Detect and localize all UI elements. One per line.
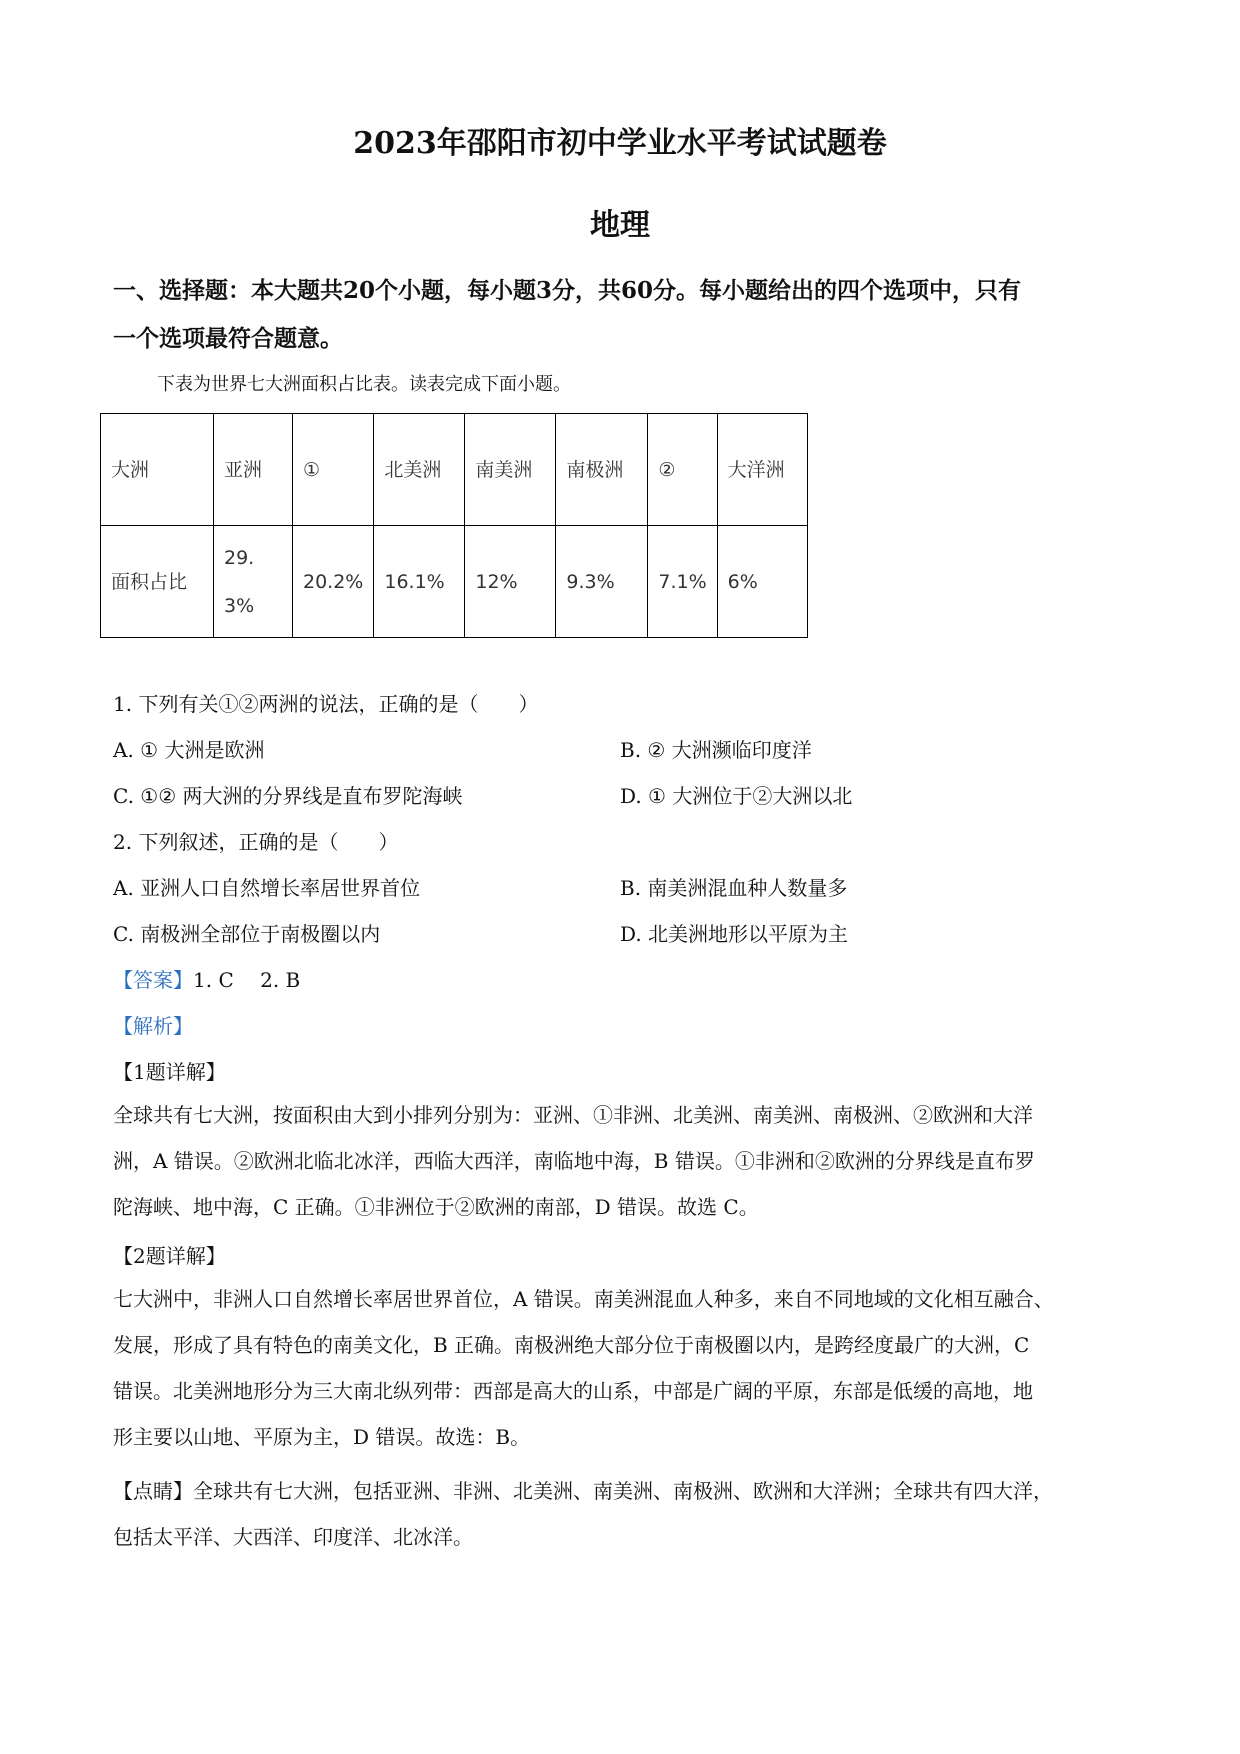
detail-1-label: 【1题详解】 (113, 1060, 226, 1084)
question-1-option-d: D. ① 大洲位于②大洲以北 (620, 784, 853, 808)
answer-line (113, 964, 300, 993)
table-cell: 6% (717, 526, 807, 638)
table-cell: 南极洲 (556, 414, 648, 526)
answer-text: 1. C 2. B (193, 968, 301, 992)
table-cell: 面积占比 (101, 526, 214, 638)
table-cell: ② (648, 414, 717, 526)
table-cell: 大洋洲 (717, 414, 807, 526)
paragraph-line: 错误。北美洲地形分为三大南北纵列带：西部是高大的山系，中部是广阔的平原，东部是低缓的高地，地 (113, 1379, 1033, 1403)
table-intro: 下表为世界七大洲面积占比表。读表完成下面小题。 (157, 374, 571, 395)
question-1-option-c: C. ①② 两大洲的分界线是直布罗陀海峡 (113, 784, 463, 808)
table-cell: 20.2% (293, 526, 374, 638)
table-cell: 29.3% (214, 526, 293, 638)
analysis-tag: 【解析】 (113, 1014, 193, 1038)
question-1-stem: 1. 下列有关①②两洲的说法，正确的是（ ） (113, 692, 539, 716)
paragraph-line: 七大洲中，非洲人口自然增长率居世界首位，A 错误。南美洲混血人种多，来自不同地域的文化相互融合、 (113, 1287, 1054, 1311)
table-cell: 12% (465, 526, 556, 638)
question-2-option-a: A. 亚洲人口自然增长率居世界首位 (113, 876, 421, 900)
subject-title: 地理 (590, 208, 650, 243)
section-heading-line1: 一、选择题：本大题共20个小题，每小题3分，共60分。每小题给出的四个选项中，只有 (113, 277, 1022, 304)
detail-1-body (113, 1092, 1128, 1230)
table-cell: 南美洲 (465, 414, 556, 526)
table-cell: 7.1% (648, 526, 717, 638)
table-cell: ① (293, 414, 374, 526)
table-cell: 亚洲 (214, 414, 293, 526)
table-cell: 9.3% (556, 526, 648, 638)
detail-2-label: 【2题详解】 (113, 1244, 226, 1268)
table-header-row (101, 414, 808, 526)
paragraph-line: 全球共有七大洲，按面积由大到小排列分别为：亚洲、①非洲、北美洲、南美洲、南极洲、②欧洲和大洋 (113, 1103, 1033, 1127)
answer-label: 【答案】 (113, 968, 193, 992)
analysis-label (113, 1010, 193, 1039)
continent-area-table (100, 413, 808, 638)
table-cell: 大洲 (101, 414, 214, 526)
table-cell: 16.1% (374, 526, 465, 638)
paragraph-line: 包括太平洋、大西洋、印度洋、北冰洋。 (113, 1525, 473, 1549)
comment-body (113, 1468, 1128, 1560)
paragraph-line: 陀海峡、地中海，C 正确。①非洲位于②欧洲的南部，D 错误。故选 C。 (113, 1195, 759, 1219)
question-2-option-b: B. 南美洲混血种人数量多 (620, 876, 848, 900)
detail-2-body (113, 1276, 1128, 1460)
question-1-option-b: B. ② 大洲濒临印度洋 (620, 738, 812, 762)
question-1-option-a: A. ① 大洲是欧洲 (113, 738, 265, 762)
paragraph-line: 发展，形成了具有特色的南美文化，B 正确。南极洲绝大部分位于南极圈以内，是跨经度最广的大洲，C (113, 1333, 1030, 1357)
section-heading-line2: 一个选项最符合题意。 (113, 325, 343, 352)
paragraph-line: 洲，A 错误。②欧洲北临北冰洋，西临大西洋，南临地中海，B 错误。①非洲和②欧洲的分界线是直布罗 (113, 1149, 1035, 1173)
exam-title: 2023年邵阳市初中学业水平考试试题卷 (353, 126, 887, 161)
paragraph-line: 【点睛】全球共有七大洲，包括亚洲、非洲、北美洲、南美洲、南极洲、欧洲和大洋洲；全球共有四大洋， (113, 1479, 1053, 1503)
question-2-option-c: C. 南极洲全部位于南极圈以内 (113, 922, 381, 946)
paragraph-line: 形主要以山地、平原为主，D 错误。故选：B。 (113, 1425, 531, 1449)
question-2-stem: 2. 下列叙述，正确的是（ ） (113, 830, 399, 854)
table-cell: 北美洲 (374, 414, 465, 526)
table-data-row (101, 526, 808, 638)
question-2-option-d: D. 北美洲地形以平原为主 (620, 922, 849, 946)
